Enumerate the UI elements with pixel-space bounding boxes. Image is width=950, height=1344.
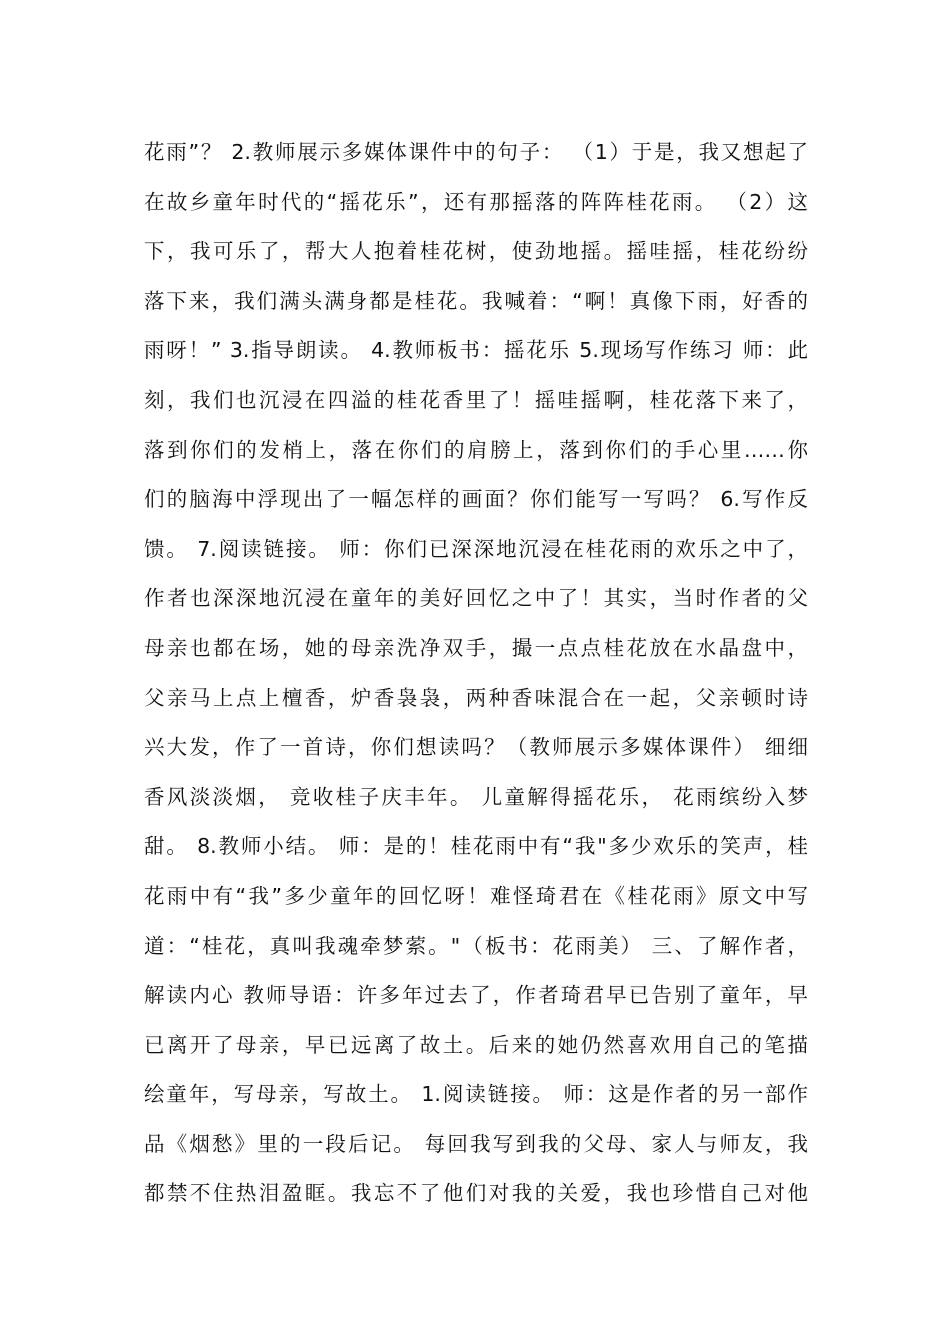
text-line-13: 兴大发，作了一首诗，你们想读吗？（教师展示多媒体课件） 细细	[144, 735, 808, 760]
body-text	[144, 128, 808, 1219]
text-line-20: 绘童年，写母亲，写故土。 1.阅读链接。 师：这是作者的另一部作	[144, 1082, 808, 1107]
text-line-8: 们的脑海中浮现出了一幅怎样的画面？你们能写一写吗？ 6.写作反	[144, 487, 808, 512]
text-line-3: 下，我可乐了，帮大人抱着桂花树，使劲地摇。摇哇摇，桂花纷纷	[144, 239, 808, 264]
text-line-5: 雨呀！” 3.指导朗读。 4.教师板书：摇花乐 5.现场写作练习 师：此	[144, 338, 808, 363]
text-line-22: 都禁不住热泪盈眶。我忘不了他们对我的关爱，我也珍惜自己对他	[144, 1181, 808, 1206]
text-line-11: 母亲也都在场，她的母亲洗净双手，撮一点点桂花放在水晶盘中，	[144, 635, 808, 660]
text-line-10: 作者也深深地沉浸在童年的美好回忆之中了！其实，当时作者的父	[144, 586, 808, 611]
text-line-16: 花雨中有“我”多少童年的回忆呀！难怪琦君在《桂花雨》原文中写	[144, 883, 808, 908]
text-line-15: 甜。 8.教师小结。 师：是的！桂花雨中有“我"多少欢乐的笑声，桂	[144, 834, 808, 859]
text-line-9: 馈。 7.阅读链接。 师：你们已深深地沉浸在桂花雨的欢乐之中了，	[144, 536, 808, 561]
text-line-17: 道：“桂花，真叫我魂牵梦萦。"（板书：花雨美） 三、了解作者，	[144, 933, 808, 958]
text-line-21: 品《烟愁》里的一段后记。 每回我写到我的父母、家人与师友，我	[144, 1131, 808, 1156]
text-line-4: 落下来，我们满头满身都是桂花。我喊着：“啊！真像下雨，好香的	[144, 288, 808, 313]
text-line-6: 刻，我们也沉浸在四溢的桂花香里了！摇哇摇啊，桂花落下来了，	[144, 387, 808, 412]
text-line-19: 已离开了母亲，早已远离了故土。后来的她仍然喜欢用自己的笔描	[144, 1032, 808, 1057]
text-line-2: 在故乡童年时代的“摇花乐”，还有那摇落的阵阵桂花雨。 （2）这	[144, 189, 808, 214]
text-line-12: 父亲马上点上檀香，炉香袅袅，两种香味混合在一起，父亲顿时诗	[144, 685, 808, 710]
text-line-18: 解读内心 教师导语：许多年过去了，作者琦君早已告别了童年，早	[144, 983, 808, 1008]
text-line-1: 花雨”？ 2.教师展示多媒体课件中的句子： （1）于是，我又想起了	[144, 140, 808, 164]
text-line-14: 香风淡淡烟， 竞收桂子庆丰年。 儿童解得摇花乐， 花雨缤纷入梦	[144, 784, 808, 809]
text-line-7: 落到你们的发梢上，落在你们的肩膀上，落到你们的手心里……你	[144, 437, 808, 462]
